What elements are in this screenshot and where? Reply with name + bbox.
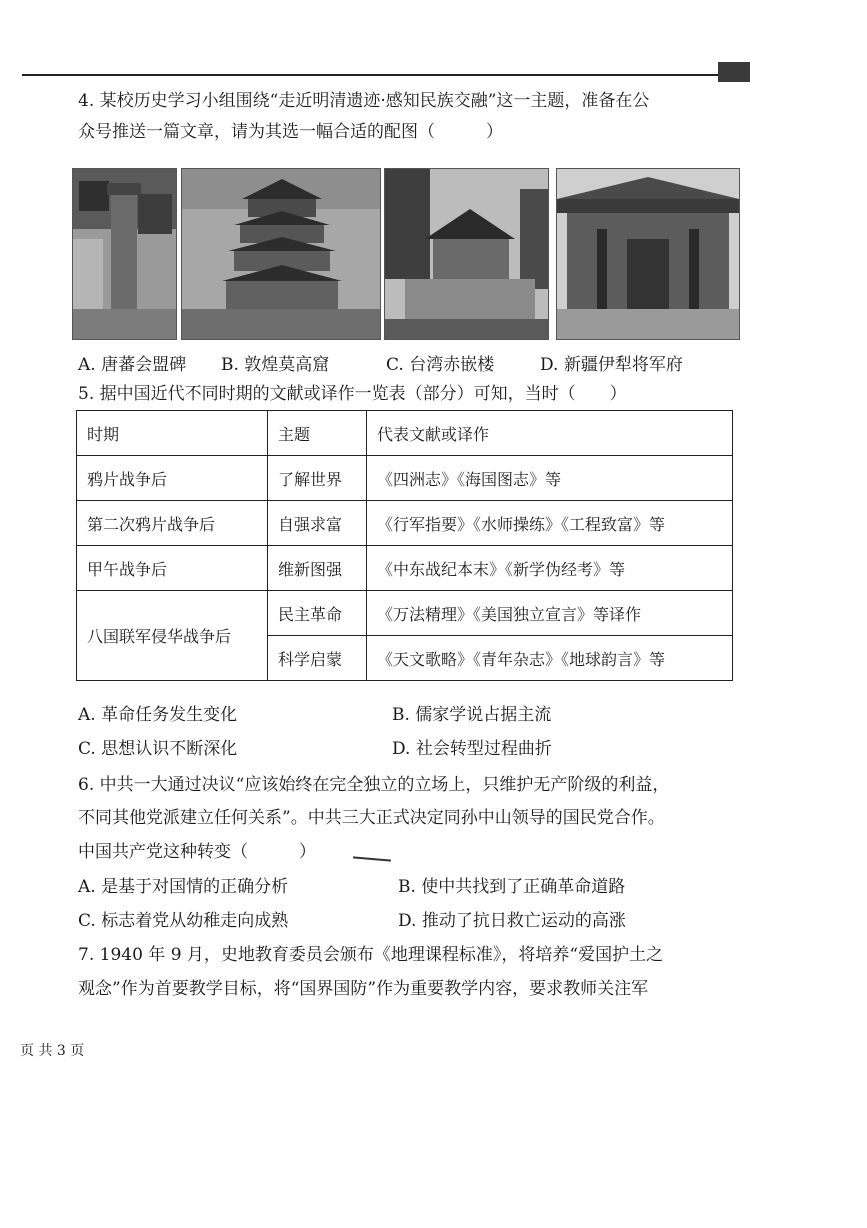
literature-table (76, 410, 733, 681)
table-row (77, 591, 733, 636)
q6-stem-line1: 6. 中共一大通过决议“应该始终在完全独立的立场上，只维护无产阶级的利益， (78, 775, 670, 795)
q4-option-d: D. 新疆伊犁将军府 (540, 355, 683, 375)
photo-stele (72, 168, 177, 340)
photo-ili-residence (556, 168, 740, 340)
q6-option-a: A. 是基于对国情的正确分析 (78, 877, 289, 897)
table-row (77, 546, 733, 591)
cell-works: 《行军指要》《水师操练》《工程致富》等 (367, 501, 733, 546)
stray-mark (353, 856, 391, 861)
q6-option-d: D. 推动了抗日救亡运动的高涨 (398, 911, 626, 931)
cell-period: 鸦片战争后 (77, 456, 268, 501)
table-row (77, 501, 733, 546)
q5-option-c: C. 思想认识不断深化 (78, 739, 238, 759)
cell-period: 第二次鸦片战争后 (77, 501, 268, 546)
cell-works: 《中东战纪本末》《新学伪经考》等 (367, 546, 733, 591)
cell-works: 《四洲志》《海国图志》等 (367, 456, 733, 501)
q4-stem-line1: 4. 某校历史学习小组围绕“走近明清遗迹·感知民族交融”这一主题，准备在公 (78, 91, 650, 111)
cell-works: 《万法精理》《美国独立宣言》等译作 (367, 591, 733, 636)
q5-option-b: B. 儒家学说占据主流 (392, 705, 552, 725)
q6-stem-line3: 中国共产党这种转变（ ） (78, 842, 316, 862)
table-header-row (77, 411, 733, 456)
header-period: 时期 (77, 411, 268, 456)
q7-stem-line1: 7. 1940 年 9 月，史地教育委员会颁布《地理课程标准》，将培养“爱国护土之 (78, 945, 664, 965)
cell-theme: 了解世界 (268, 456, 367, 501)
q4-stem-line2: 众号推送一篇文章，请为其选一幅合适的配图（ ） (78, 122, 503, 142)
corner-mark (718, 62, 750, 82)
q6-stem-line2: 不同其他党派建立任何关系”。中共三大正式决定同孙中山领导的国民党合作。 (78, 808, 665, 828)
header-works: 代表文献或译作 (367, 411, 733, 456)
top-rule (22, 74, 722, 76)
cell-theme: 民主革命 (268, 591, 367, 636)
page-footer: 页 共 3 页 (20, 1043, 85, 1059)
header-theme: 主题 (268, 411, 367, 456)
q5-option-d: D. 社会转型过程曲折 (392, 739, 552, 759)
q6-option-c: C. 标志着党从幼稚走向成熟 (78, 911, 289, 931)
q4-option-c: C. 台湾赤嵌楼 (386, 355, 495, 375)
q4-option-a: A. 唐蕃会盟碑 (78, 355, 187, 375)
q7-stem-line2: 观念”作为首要教学目标，将“国界国防”作为重要教学内容，要求教师关注军 (78, 979, 649, 999)
q4-option-b: B. 敦煌莫高窟 (221, 355, 330, 375)
cell-theme: 自强求富 (268, 501, 367, 546)
cell-theme: 科学启蒙 (268, 636, 367, 681)
table-row (77, 456, 733, 501)
q5-option-a: A. 革命任务发生变化 (78, 705, 238, 725)
cell-period: 八国联军侵华战争后 (77, 591, 268, 681)
cell-works: 《天文歌略》《青年杂志》《地球韵言》等 (367, 636, 733, 681)
cell-theme: 维新图强 (268, 546, 367, 591)
photo-chikan (384, 168, 549, 340)
q5-stem: 5. 据中国近代不同时期的文献或译作一览表（部分）可知，当时（ ） (78, 384, 627, 404)
q6-option-b: B. 使中共找到了正确革命道路 (398, 877, 626, 897)
photo-mogao (181, 168, 381, 340)
cell-period: 甲午战争后 (77, 546, 268, 591)
